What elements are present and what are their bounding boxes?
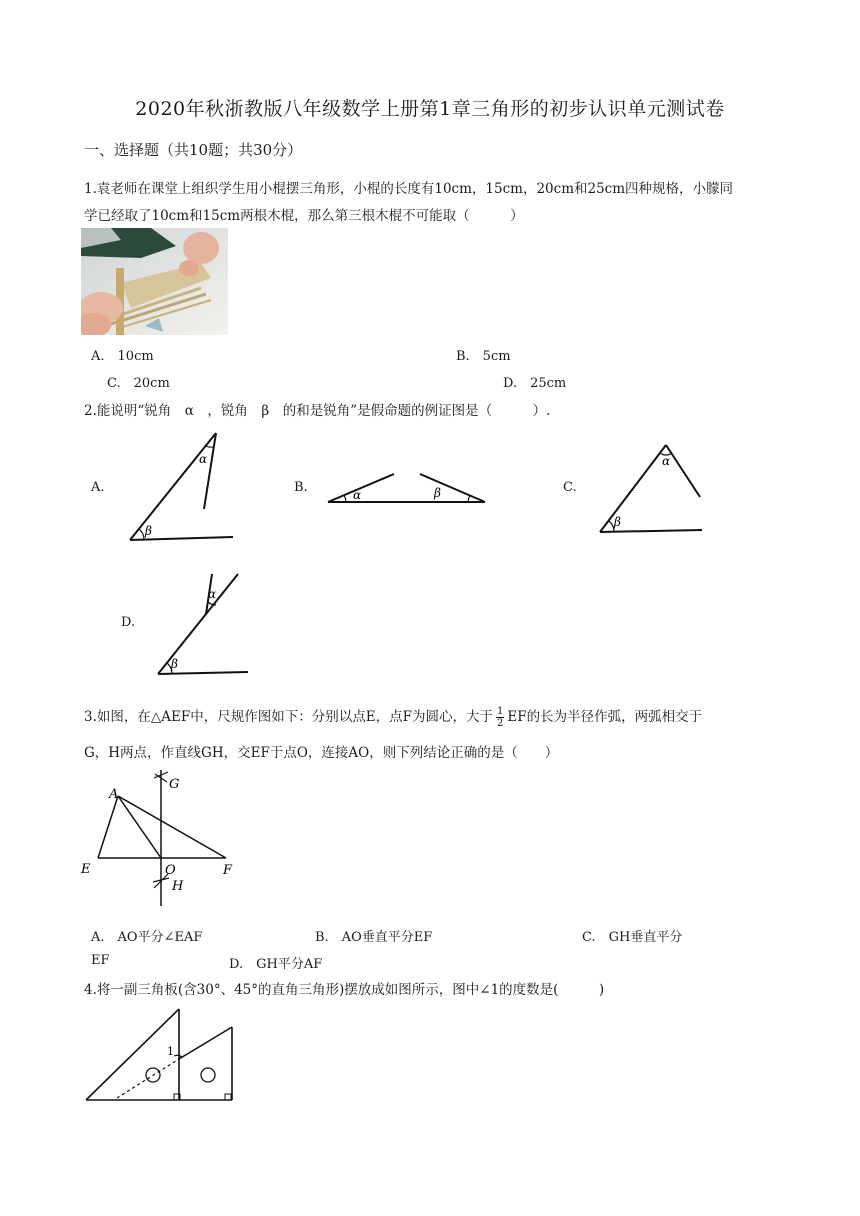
q3-option-b: B. AO垂直平分EF — [315, 930, 433, 945]
q2-figure-b — [320, 465, 495, 510]
q1-option-d: D. 25cm — [503, 376, 567, 391]
section-heading: 一、选择题（共10题；共30分） — [84, 141, 303, 159]
q3-line1-pre: 3.如图，在△AEF中，尺规作图如下：分别以点E，点F为圆心，大于 — [84, 709, 493, 725]
q3-line1-post: EF的长为半径作弧，两弧相交于 — [507, 709, 703, 725]
point-f: F — [223, 863, 233, 878]
q1-text-line1: 1.袁老师在课堂上组织学生用小棍摆三角形，小棍的长度有10cm，15cm，20cm和25cm四种规格，小朦同 — [84, 181, 734, 197]
q4-figure — [82, 1005, 242, 1105]
q4-text: 4.将一副三角板(含30°、45°的直角三角形)摆放成如图所示，图中∠1的度数是( ) — [84, 982, 605, 998]
frac-numerator: 1 — [496, 706, 504, 717]
half-fraction — [496, 706, 504, 729]
q3-option-a: A. AO平分∠EAF — [91, 930, 203, 945]
q3-figure — [78, 770, 248, 910]
q3-option-c: C. GH垂直平分 — [582, 930, 683, 945]
beta-label-c: β — [614, 515, 621, 529]
angle-1-label: 1 — [167, 1045, 174, 1058]
q1-option-a: A. 10cm — [91, 349, 154, 364]
frac-denominator: 2 — [496, 718, 504, 729]
point-g: G — [169, 777, 180, 792]
q1-option-b: B. 5cm — [456, 349, 511, 364]
alpha-label: α — [199, 452, 208, 466]
alpha-label-c: α — [662, 454, 671, 468]
q2-label-b: B. — [294, 480, 308, 495]
alpha-label-b: α — [353, 488, 362, 502]
q1-photo — [81, 228, 228, 335]
beta-label-b: β — [434, 486, 441, 500]
q3-text-line1 — [84, 705, 702, 729]
q2-label-c: C. — [563, 480, 577, 495]
alpha-label-d: α — [208, 587, 217, 601]
beta-label: β — [145, 524, 152, 538]
point-a: A — [109, 787, 119, 802]
q2-figure-c — [590, 435, 710, 540]
q3-option-c-cont: EF — [91, 953, 110, 968]
q1-text-line2: 学已经取了10cm和15cm两根木棍，那么第三根木棍不可能取（ ） — [84, 208, 524, 224]
q2-label-a: A. — [91, 480, 105, 495]
q1-option-c: C. 20cm — [107, 376, 170, 391]
q2-text: 2.能说明“锐角 α ，锐角 β 的和是锐角”是假命题的例证图是（ ）. — [84, 403, 551, 419]
point-o: O — [165, 863, 176, 878]
q3-text-line2: G，H两点，作直线GH，交EF于点O，连接AO，则下列结论正确的是（ ） — [84, 745, 559, 761]
q2-label-d: D. — [121, 615, 136, 630]
page-title: 2020年秋浙教版八年级数学上册第1章三角形的初步认识单元测试卷 — [135, 98, 725, 120]
q2-figure-a — [120, 425, 240, 550]
point-e: E — [81, 862, 91, 877]
q3-option-d: D. GH平分AF — [229, 957, 323, 972]
point-h: H — [172, 879, 184, 894]
q2-figure-d — [150, 570, 255, 680]
beta-label-d: β — [171, 657, 178, 671]
